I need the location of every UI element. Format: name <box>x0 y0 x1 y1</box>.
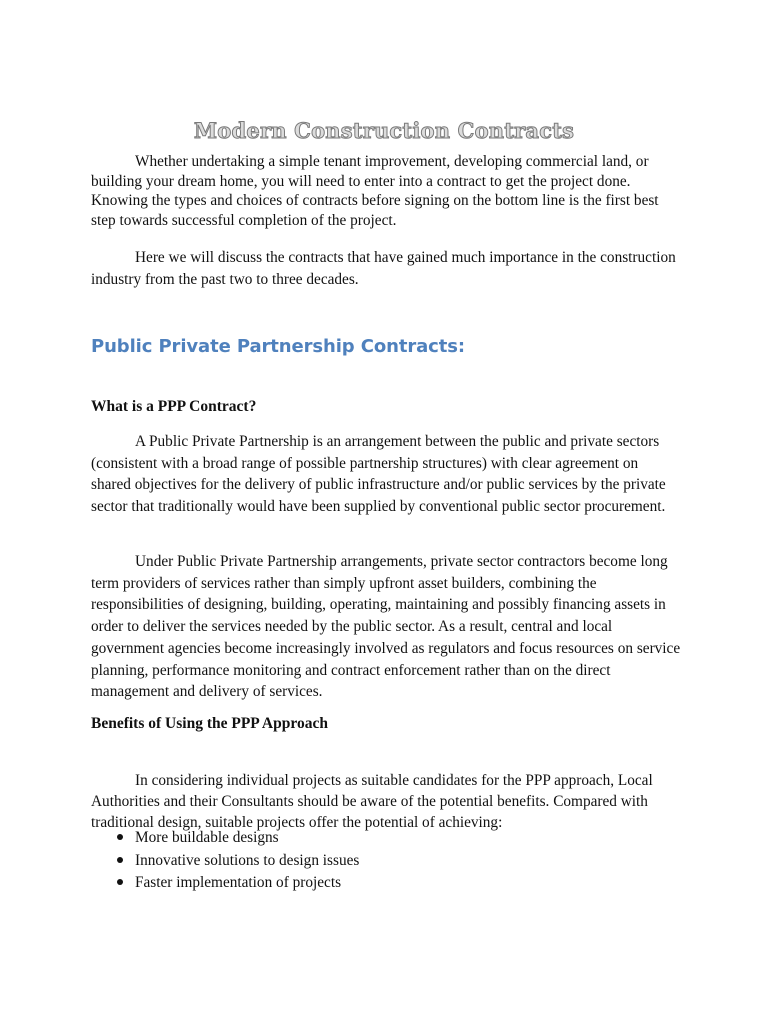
bullet-icon <box>117 834 123 840</box>
intro-paragraph-2: Here we will discuss the contracts that have gained much importance in the construction industry from the past two to three decades. <box>91 249 676 288</box>
bullet-icon <box>117 879 123 885</box>
subheading-benefits: Benefits of Using the PPP Approach <box>91 715 328 732</box>
list-item-text: Innovative solutions to design issues <box>135 851 360 869</box>
list-item <box>91 850 359 873</box>
ppp-paragraph-2: Under Public Private Partnership arrangements, private sector contractors become long term providers of services rather than simply upfront asset builders, combining the responsibilities of designing, building, operating, maintaining and possibly financing assets in order to deliver the services needed by the public sector. As a result, central and local government agencies become increasingly involved as regulators and focus resources on service planning, performance monitoring and contract enforcement rather than on the direct management and delivery of services. <box>91 553 681 701</box>
list-item <box>91 872 359 895</box>
bullet-icon <box>117 857 123 863</box>
list-item <box>91 827 359 850</box>
benefits-paragraph: In considering individual projects as suitable candidates for the PPP approach, Local Authorities and their Consultants should be aware of the potential benefits. Compared with traditional design, suitable projects offer the potential of achieving: <box>91 772 653 832</box>
benefits-list <box>91 827 359 895</box>
document-title: Modern Construction Contracts <box>193 118 575 144</box>
section-heading-ppp: Public Private Partnership Contracts: <box>91 336 465 357</box>
subheading-what-is-ppp: What is a PPP Contract? <box>91 398 257 415</box>
intro-paragraph-1: Whether undertaking a simple tenant improvement, developing commercial land, or building your dream home, you will need to enter into a contract to get the project done. Knowing the types and choices of contracts before signing on the bottom line is the first best step towards successful completion of the project. <box>91 153 659 229</box>
list-item-text: Faster implementation of projects <box>135 874 342 891</box>
ppp-paragraph-1: A Public Private Partnership is an arrangement between the public and private sectors (consistent with a broad range of possible partnership structures) with clear agreement on shared objectives for the delivery of public infrastructure and/or public services by the private sector that traditionally would have been supplied by conventional public sector procurement. <box>91 433 666 516</box>
list-item-text: More buildable designs <box>135 829 279 846</box>
